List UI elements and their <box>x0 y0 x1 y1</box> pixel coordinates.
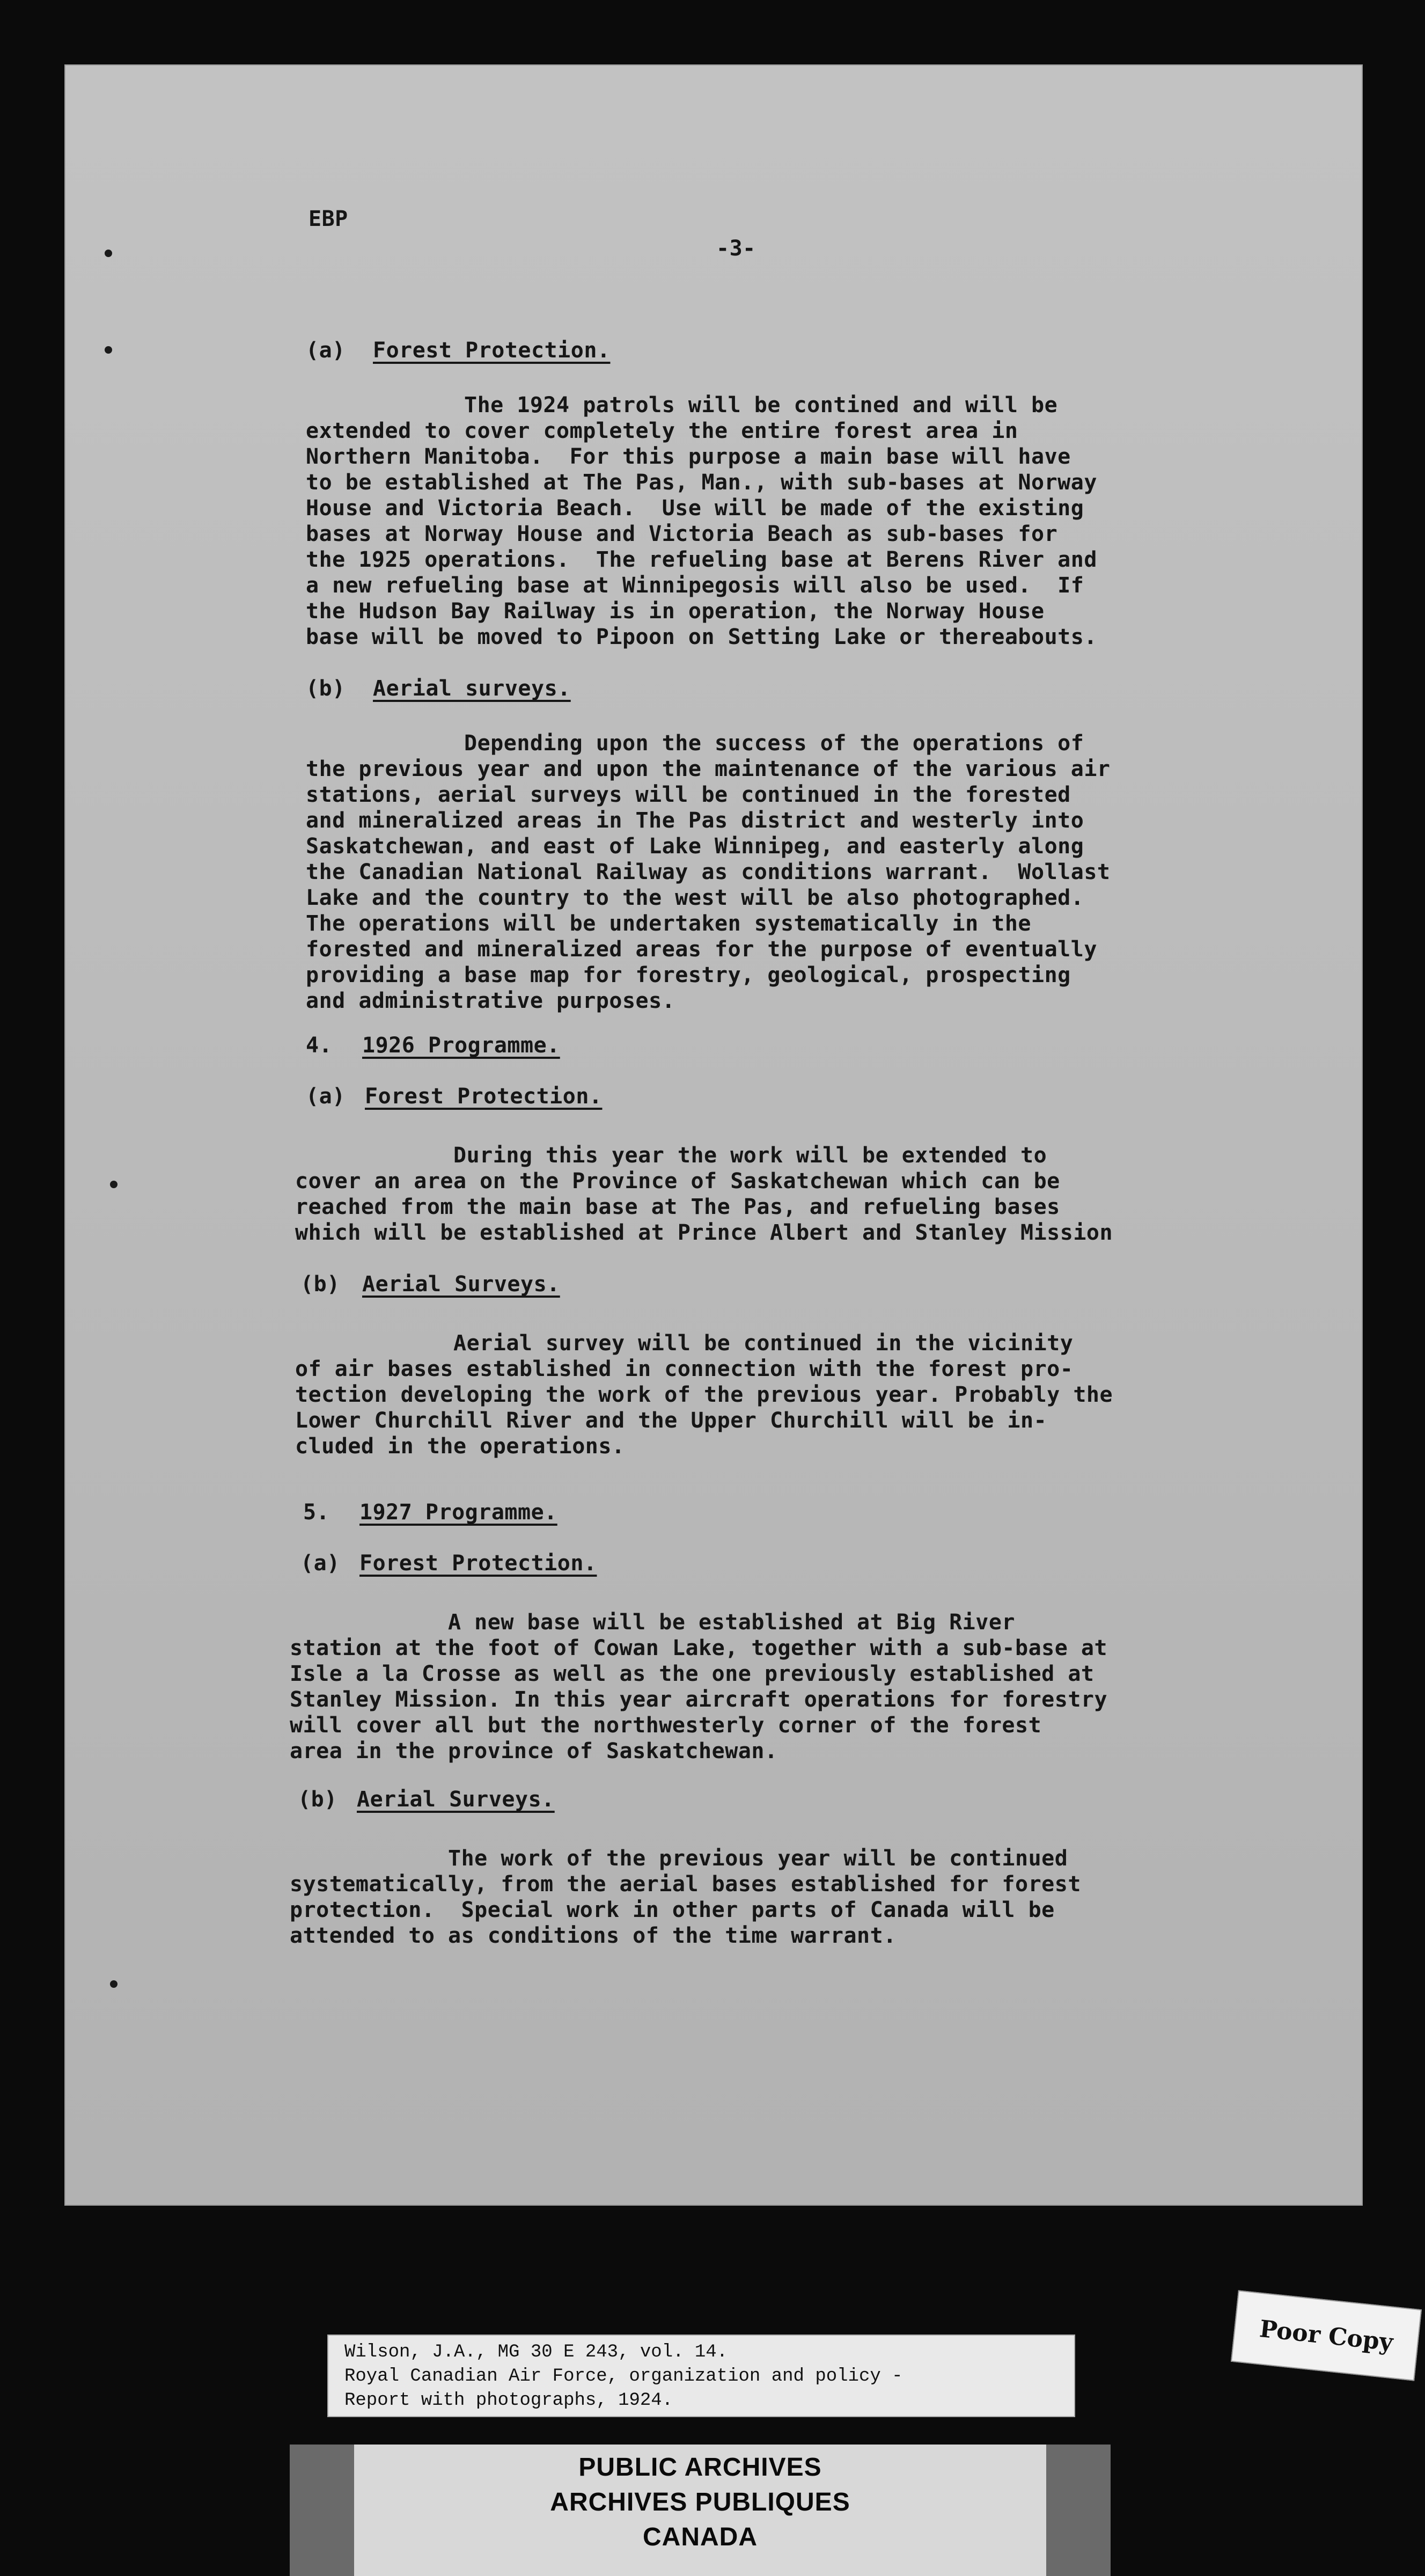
text-line: reached from the main base at The Pas, and refueling bases <box>295 1195 1060 1219</box>
section-heading: Forest Protection. <box>359 1551 597 1576</box>
text-line: protection. Special work in other parts of Canada will be <box>290 1898 1055 1922</box>
text-line: providing a base map for forestry, geological, prospecting <box>306 963 1071 987</box>
text-line: will cover all but the northwesterly corner of the forest <box>290 1713 1042 1738</box>
text-line: and administrative purposes. <box>306 989 675 1013</box>
section-label: (b) <box>300 1272 340 1297</box>
section-heading: Aerial Surveys. <box>362 1272 560 1297</box>
text-line: a new refueling base at Winnipegosis will also be used. If <box>306 573 1084 598</box>
archive-reference-line: Wilson, J.A., MG 30 E 243, vol. 14. <box>344 2342 728 2362</box>
programme-title: 1926 Programme. <box>362 1033 560 1058</box>
text-line: the Hudson Bay Railway is in operation, the Norway House <box>306 599 1045 624</box>
text-line: The 1924 patrols will be contined and will be <box>306 393 1058 418</box>
text-line: and mineralized areas in The Pas district and westerly into <box>306 808 1084 833</box>
text-line: extended to cover completely the entire forest area in <box>306 419 1018 443</box>
text-line: Northern Manitoba. For this purpose a main base will have <box>306 444 1071 469</box>
document-page <box>64 64 1363 2206</box>
text-line: forested and mineralized areas for the purpose of eventually <box>306 937 1097 962</box>
text-line: station at the foot of Cowan Lake, together with a sub-base at <box>290 1636 1108 1660</box>
poor-copy-note: Poor Copy <box>1231 2290 1422 2381</box>
text-line: of air bases established in connection with the forest pro- <box>295 1357 1074 1381</box>
archive-reference-line: Royal Canadian Air Force, organization and policy - <box>344 2366 903 2387</box>
text-line: cluded in the operations. <box>295 1434 625 1459</box>
text-line: area in the province of Saskatchewan. <box>290 1739 778 1763</box>
text-line: House and Victoria Beach. Use will be made of the existing <box>306 496 1084 521</box>
section-heading: Aerial Surveys. <box>357 1787 555 1812</box>
text-line: During this year the work will be extended to <box>295 1143 1047 1168</box>
header-initials: EBP <box>308 207 348 231</box>
text-line: attended to as conditions of the time warrant. <box>290 1923 897 1948</box>
text-line: systematically, from the aerial bases established for forest <box>290 1872 1081 1897</box>
section-heading: Aerial surveys. <box>373 676 571 701</box>
archives-stamp-line: CANADA <box>643 2523 758 2551</box>
text-line: the Canadian National Railway as conditions warrant. Wollast <box>306 860 1111 884</box>
section-heading: Forest Protection. <box>373 338 611 363</box>
text-line: Aerial survey will be continued in the vicinity <box>295 1331 1074 1356</box>
text-line: Isle a la Crosse as well as the one previously established at <box>290 1662 1095 1686</box>
page-number: -3- <box>716 236 756 261</box>
programme-title: 1927 Programme. <box>359 1500 557 1525</box>
section-label: (a) <box>306 338 346 363</box>
programme-number: 5. <box>303 1500 330 1525</box>
text-line: cover an area on the Province of Saskatchewan which can be <box>295 1169 1060 1194</box>
text-line: Saskatchewan, and east of Lake Winnipeg, and easterly along <box>306 834 1084 859</box>
archive-reference-line: Report with photographs, 1924. <box>344 2390 673 2411</box>
text-line: stations, aerial surveys will be continued in the forested <box>306 782 1071 807</box>
text-line: Depending upon the success of the operations of <box>306 731 1084 756</box>
archives-stamp <box>290 2445 1111 2576</box>
archive-reference-label <box>327 2334 1075 2417</box>
archives-stamp-line: ARCHIVES PUBLIQUES <box>550 2488 850 2516</box>
section-heading: Forest Protection. <box>365 1084 603 1109</box>
text-line: the 1925 operations. The refueling base at Berens River and <box>306 547 1097 572</box>
text-line: The work of the previous year will be continued <box>290 1846 1068 1871</box>
text-line: Lower Churchill River and the Upper Churchill will be in- <box>295 1408 1047 1433</box>
text-line: tection developing the work of the previous year. Probably the <box>295 1382 1113 1407</box>
section-label: (b) <box>306 676 346 701</box>
text-line: to be established at The Pas, Man., with sub-bases at Norway <box>306 470 1097 495</box>
punch-hole <box>110 1980 117 1988</box>
punch-hole <box>105 250 112 257</box>
section-label: (a) <box>300 1551 340 1576</box>
archives-stamp-line: PUBLIC ARCHIVES <box>578 2453 822 2482</box>
punch-hole <box>105 346 112 354</box>
section-label: (a) <box>306 1084 346 1109</box>
text-line: A new base will be established at Big River <box>290 1610 1016 1635</box>
text-line: which will be established at Prince Albert and Stanley Mission <box>295 1220 1113 1245</box>
text-line: base will be moved to Pipoon on Setting Lake or thereabouts. <box>306 625 1097 649</box>
text-line: Stanley Mission. In this year aircraft operations for forestry <box>290 1687 1108 1712</box>
text-line: The operations will be undertaken systematically in the <box>306 911 1032 936</box>
programme-number: 4. <box>306 1033 333 1058</box>
section-label: (b) <box>298 1787 337 1812</box>
text-line: Lake and the country to the west will be also photographed. <box>306 885 1084 910</box>
punch-hole <box>110 1181 117 1188</box>
text-line: the previous year and upon the maintenance of the various air <box>306 757 1111 781</box>
text-line: bases at Norway House and Victoria Beach as sub-bases for <box>306 522 1058 546</box>
